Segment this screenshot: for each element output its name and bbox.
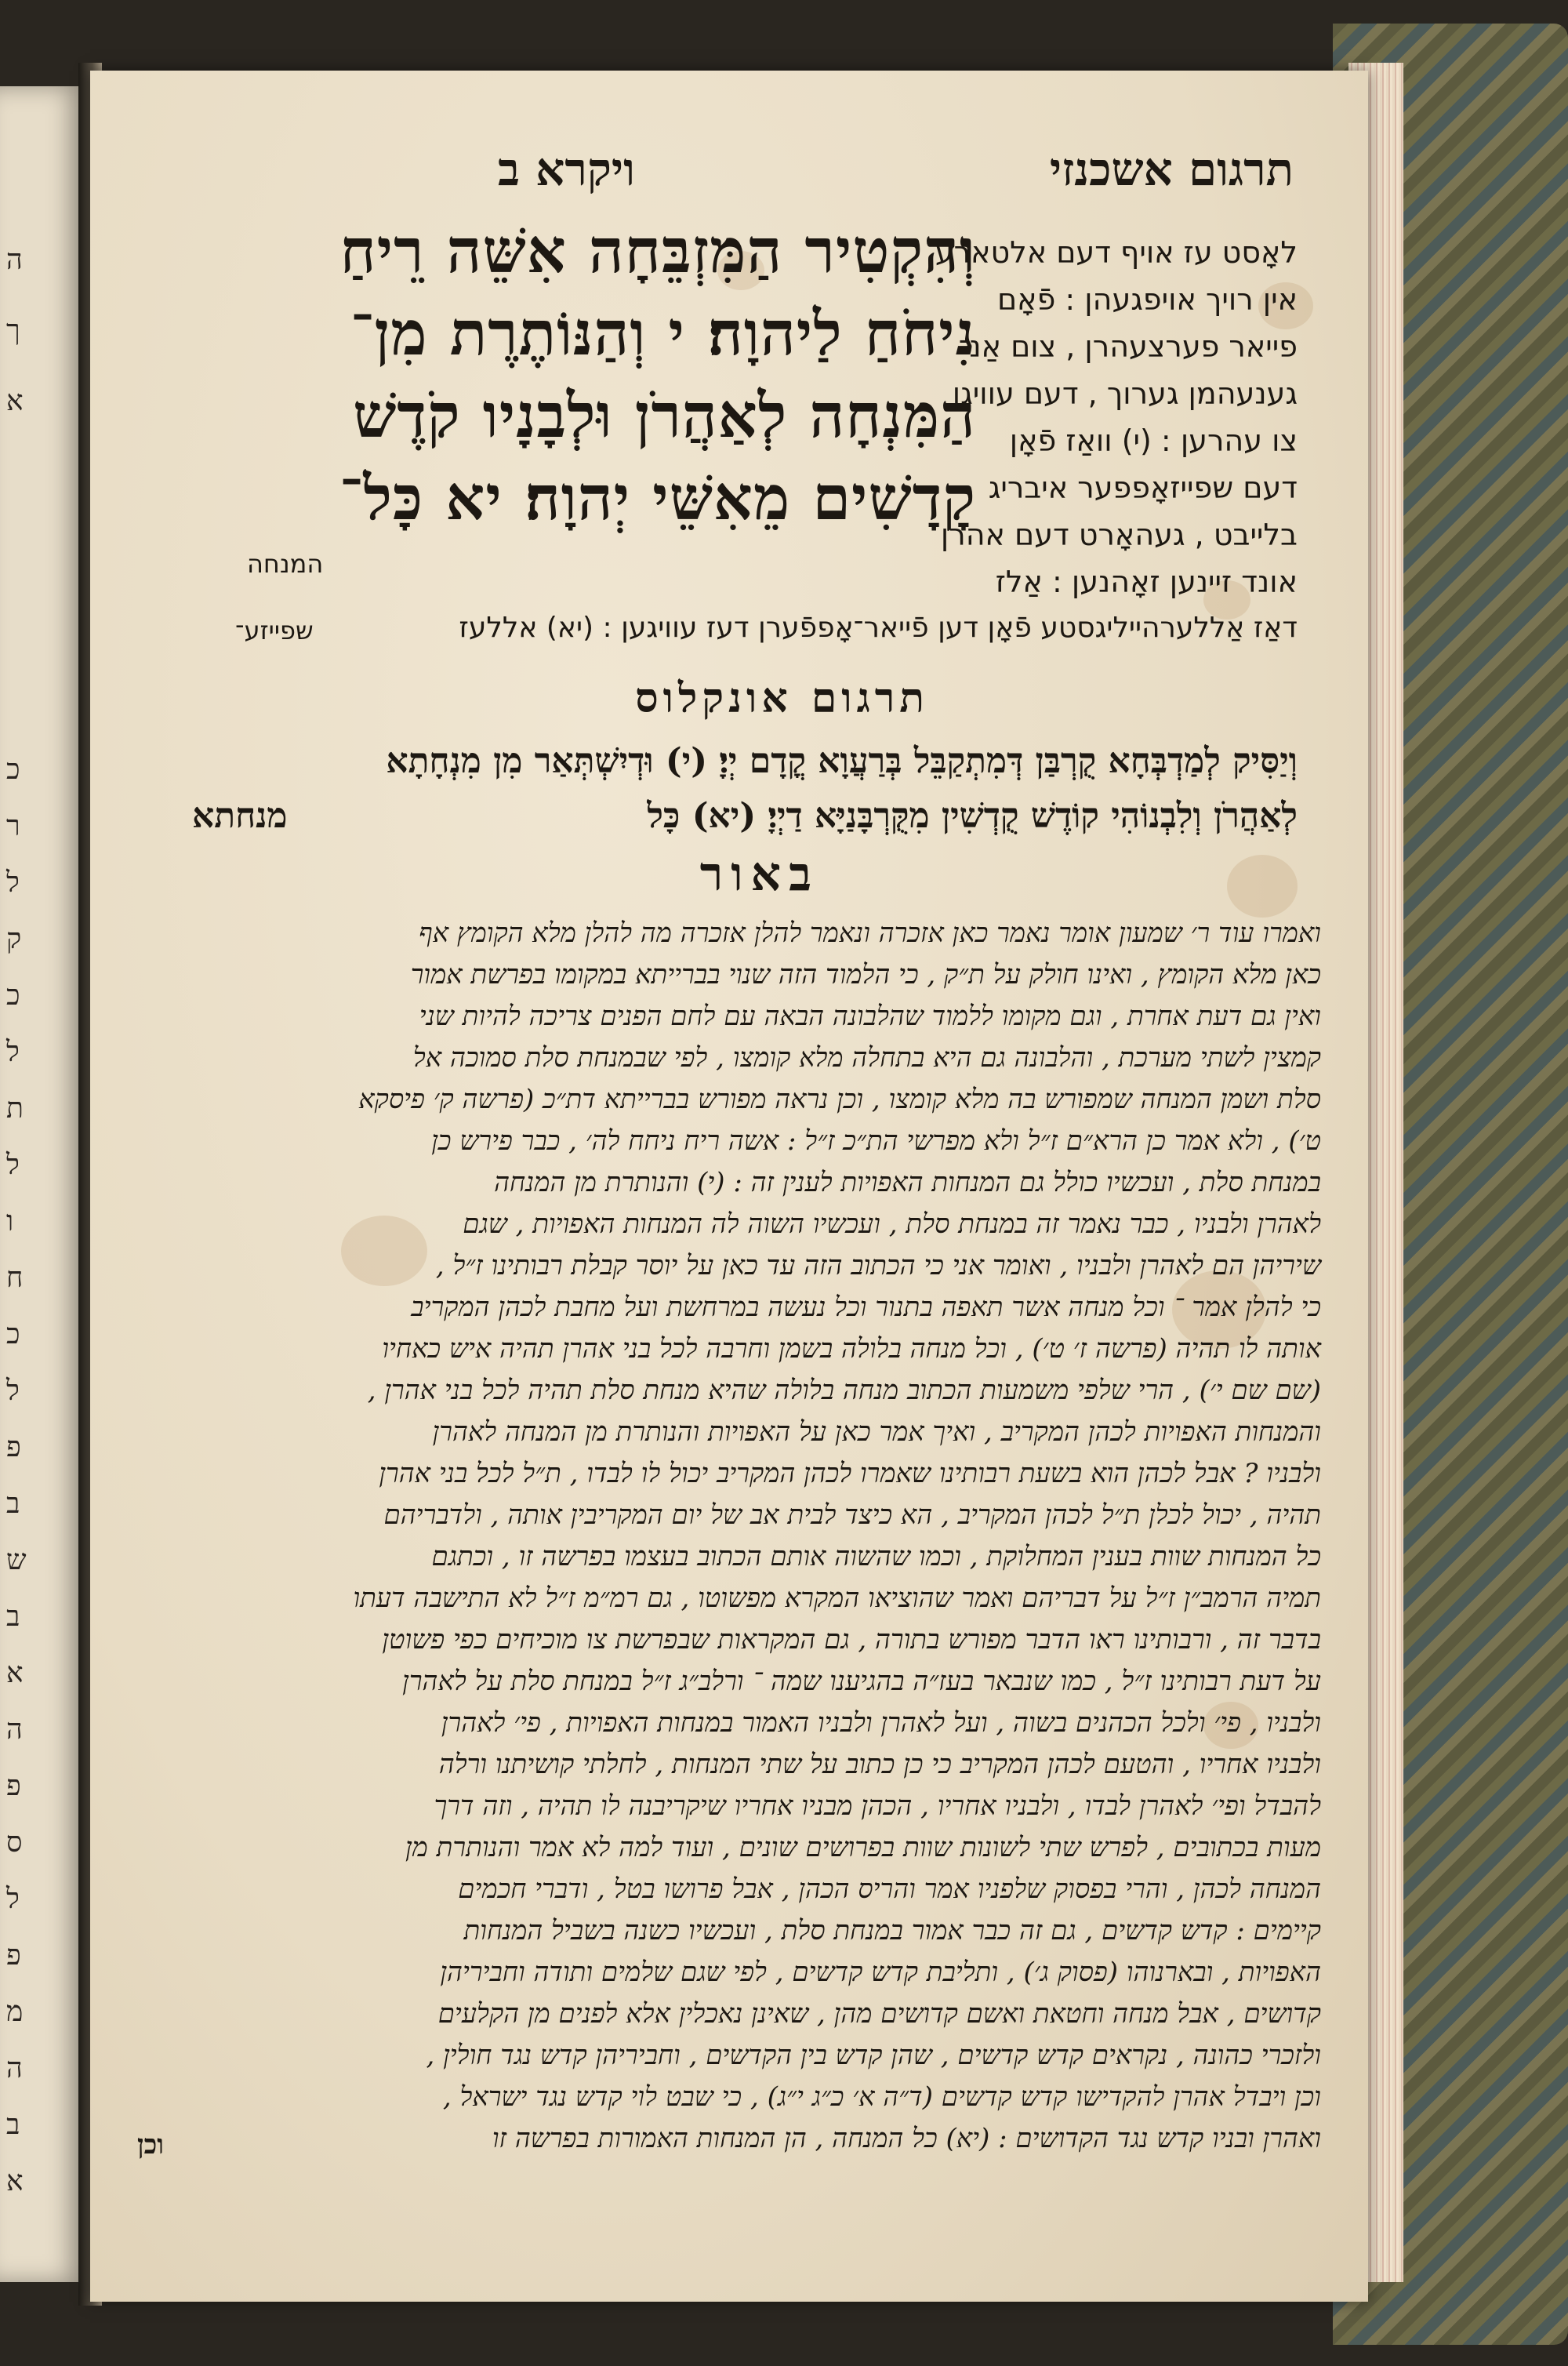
verse-catchword: המנחה [247, 549, 324, 579]
biur-line: ואהרן ובניו קדש נגד הקדושים : (יא) כל המנחה , הן המנחות האמורות בפרשה זו [492, 2123, 1321, 2154]
left-page-letter: מ [6, 1996, 24, 2028]
left-page-letter: א [6, 2165, 24, 2197]
biur-catchword: וכן [137, 2129, 164, 2161]
ashkenazi-line: גענעהמן גערוך , דעם עוויגן [952, 376, 1298, 411]
biur-line: להבדל ופי׳ לאהרן לבדו , ולבניו אחריו , הכהן מבניו אחריו שיקריבנה לו תהיה , וזה דרך [434, 1790, 1321, 1822]
biur-line: בדבר זה , ורבותינו ראו הדבר מפורש בתורה , גם המקראות שבפרשת צו מוכיחים כפי פשוטן [382, 1624, 1321, 1655]
stain [1227, 855, 1298, 918]
left-page-letter: ח [6, 1262, 24, 1294]
biur-line: סלת ושמן המנחה שמפורש בה מלא קומצו , וכן נראה מפורש בברייתא דת״כ (פרשה ק׳ פיסקא [358, 1084, 1321, 1115]
left-page-letter: ל [6, 867, 20, 899]
left-page-letter: כ [6, 979, 20, 1012]
ashkenazi-line: בלייבט , געהאָרט דעם אהרן [940, 518, 1298, 552]
ashkenazi-catchword: שפייזע־ [235, 616, 314, 645]
left-page-letter: ב [6, 1488, 20, 1520]
ashkenazi-line: לאָסט עז אויף דעם אלטארע [935, 235, 1298, 270]
left-page-letter: ה [6, 244, 23, 276]
ashkenazi-line: אין רויך אויפגעהן : פֿאָם [996, 282, 1298, 317]
biur-line: כל המנחות שוות בענין המחלוקת , וכמו שהשוה אותם הכתוב בעצמו בפרשה זו , וכתגם [431, 1541, 1321, 1572]
left-page-letter: ת [6, 1092, 24, 1125]
biur-line: תהיה , יכול לכלן ת״ל לכהן המקריב , הא כיצד לבית אב של יום המקריבין אותה , ולדבריהם [383, 1499, 1321, 1531]
onkelos-line: לְאַהֲרֹן וְלִבְנוֹהִי קוֹדֶשׁ קֻדְשִׁין מִקֻּרְבָּנַיָּא דַיְיָ׃ (יא) כָּל [647, 796, 1298, 836]
biur-line: מעות בכתובים , לפרש שתי לשונות שוות בפרושים שונים , ועוד למה לא אמר והנותרת מן [405, 1832, 1321, 1863]
left-page-letter: ש [6, 1544, 27, 1576]
left-page-letter: ל [6, 1883, 20, 1915]
biur-line: ולבניו ? אבל לכהן הוא בשעת רבותינו שאמרו לכהן המקריב יכול לו לבדו , ת״ל לכל בני אהרן [379, 1458, 1321, 1489]
verse-line: קָדָשִׁים מֵאִשֵּׁי יְהוָה׃ יא כָּל־ [339, 463, 976, 534]
biur-line: ולבניו , פי׳ ולכל הכהנים בשוה , ועל לאהרן ולבניו האמור במנחות האפויות , פי׳ לאהרן [441, 1707, 1321, 1739]
ashkenazi-line: צו עהרען : (י) וואַז פֿאָן [1009, 423, 1298, 458]
left-page-letter: ר [6, 810, 20, 842]
left-page-letter: פ [6, 1431, 21, 1463]
ashkenazi-line: פייאר פערצעהרן , צום אַנ־ [958, 329, 1298, 364]
left-page-fragment [0, 86, 86, 2282]
left-page-letter: ל [6, 1149, 20, 1181]
biur-line: ואמרו עוד ר׳ שמעון אומר נאמר כאן אזכרה ונאמר להלן אזכרה מה להלן מלא הקומץ אף [419, 918, 1321, 949]
left-page-letter: כ [6, 754, 20, 786]
left-page-letter: פ [6, 1939, 21, 1972]
left-page-letter: ל [6, 1036, 20, 1068]
biur-line: והמנחות האפויות לכהן המקריב , ואיך אמר כאן על האפויות והנותרת מן המנחה לאהרן [432, 1416, 1321, 1448]
verse-line: הַמִּנְחָה לְאַהֲרֹן וּלְבָנָיו קֹדֶשׁ [353, 380, 976, 452]
header-right: תרגום אשכנזי [1049, 143, 1294, 196]
left-page-letter: ה [6, 1714, 23, 1746]
verse-line: וְהִקְטִיר הַמִּזְבֵּחָה אִשֵּׁה רֵיחַ [339, 216, 976, 287]
biur-line: על דעת רבותינו ז״ל , כמו שנבאר בעז״ה בהגיענו שמה ־ ורלב״ג ז״ל במנחת סלת על לאהרן [402, 1666, 1321, 1697]
biur-line: המנחה לכהן , והרי בפסוק שלפניו אמר והריס הכהן , אבל פרושו בטל , ודברי חכמים [458, 1874, 1321, 1905]
stain [341, 1216, 427, 1286]
biur-line: שיריהן הם לאהרן ולבניו , ואומר אני כי הכתוב הזה עד כאן על יוסר קבלת רבותינו ז״ל , [435, 1250, 1321, 1281]
biur-line: אותה לו תהיה (פרשה ז׳ ט׳) , וכל מנחה בלולה בשמן וחרבה לכל בני אהרן תהיה איש כאחיו [382, 1333, 1321, 1365]
biur-line: תמיה הרמב״ן ז״ל על דבריהם ואמר שהוציאו המקרא מפשוטו , גם רמ״מ ז״ל לא התישבה דעתו [353, 1583, 1321, 1614]
biur-line: כי להלן אמר ־ וכל מנחה אשר תאפה בתנור וכל נעשה במרחשת ועל מחבת לכהן המקריב [411, 1292, 1321, 1323]
biur-line: (שם שם י׳) , הרי שלפי משמעות הכתוב מנחה בלולה שהיא מנחת סלת תהיה לכל בני אהרן , [367, 1375, 1321, 1406]
onkelos-catchword: מנחתא [192, 796, 288, 836]
biur-line: האפויות , ובארנוהו (פסוק ג׳) , ותליבת קדש קדשים , לפי שגם שלמים ותודה וחביריהן [440, 1957, 1321, 1988]
left-page-letter: כ [6, 1318, 20, 1350]
biur-line: קמצין לשתי מערכת , והלבונה גם היא בתחלה מלא קומצו , לפי שבמנחת סלת סמוכה אל [412, 1042, 1321, 1074]
left-page-letter: ך [6, 314, 20, 347]
left-page-letter: ה [6, 2052, 23, 2084]
onkelos-line: וְיַסִּיק לְמַדְבְּחָא קֻרְבַּן דְּמִתְקַבֵּל בְּרַעֲוָא קֳדָם יְיָ׃ (י) וּדְיִשְׁתְּאַר מִן מִנְחָתָא [386, 741, 1298, 781]
biur-line: כאן מלא הקומץ , ואינו חולק על ת״ק , כי הלמוד הזה שנוי בברייתא במקומו בפרשת אמור [410, 959, 1321, 990]
left-page-letter: ו [6, 1205, 14, 1238]
biur-line: ולזכרי כהונה , נקראים קדש קדשים , שהן קדש בין הקדשים , וחביריהן קדש נגד חולין , [426, 2040, 1321, 2071]
biur-line: לאהרן ולבניו , כבר נאמר זה במנחת סלת , ועכשיו השוה לה המנחות האפויות , שגם [463, 1208, 1321, 1240]
biur-line: ולבניו אחריו , והטעם לכהן המקריב כי כן כתוב על שתי המנחות , לחלתי קושיתנו ורלה [438, 1749, 1321, 1780]
ashkenazi-line: דעם שפייזאָפפער איבריג [988, 471, 1298, 505]
biur-line: קדושים , אבל מנחה וחטאת ואשם קדושים מהן , שאינן נאכלין אלא לפנים מן הקלעים [437, 1998, 1321, 2030]
left-page-letter: ב [6, 1601, 20, 1633]
left-page-letter: א [6, 385, 24, 417]
biur-line: וכן ויבדל אהרן להקדישו קדש קדשים (ד״ה א׳ כ״ג י״ג) , כי שבט לוי קדש נגד ישראל , [442, 2081, 1321, 2113]
ashkenazi-last-line: דאַז אַללערהייליגסטע פֿאָן דען פֿייאר־אָפפֿערן דעז עוויגען : (יא) אללעז [459, 612, 1298, 644]
left-page-letter: ק [6, 923, 22, 955]
onkelos-title: תרגום אונקלוס [635, 674, 929, 722]
verse-line: נִיחֹחַ לַיהוָה׃ י וְהַנּוֹתֶרֶת מִן־ [350, 298, 976, 369]
biur-line: ואין גם דעת אחרת , וגם מקומו ללמוד שהלבונה הבאה עם לחם הפנים צריכה להיות שני [419, 1001, 1321, 1032]
ashkenazi-line: אונד זיינען זאָהנען : אַלז [995, 565, 1298, 599]
header-left: ויקרא ב [498, 143, 635, 196]
biur-line: ט׳) , ולא אמר כן הרא״ם ז״ל ולא מפרשי הת״כ ז״ל : אשה ריח ניחח לה׳ , כבר פירש כן [431, 1125, 1321, 1157]
left-page-letter: ס [6, 1826, 23, 1859]
left-page-letter: א [6, 1657, 24, 1689]
left-page-letter: פ [6, 1770, 21, 1802]
book-page [90, 71, 1368, 2302]
biur-line: קיימים : קדש קדשים , גם זה כבר אמור במנחת סלת , ועכשיו כשנה בשביל המנחות [463, 1915, 1321, 1946]
biur-title: באור [699, 847, 819, 902]
left-page-letter: ב [6, 2109, 20, 2141]
left-page-letter: ל [6, 1375, 20, 1407]
biur-line: במנחת סלת , ועכשיו כולל גם המנחות האפויות לענין זה : (י) והנותרת מן המנחה [494, 1167, 1321, 1198]
